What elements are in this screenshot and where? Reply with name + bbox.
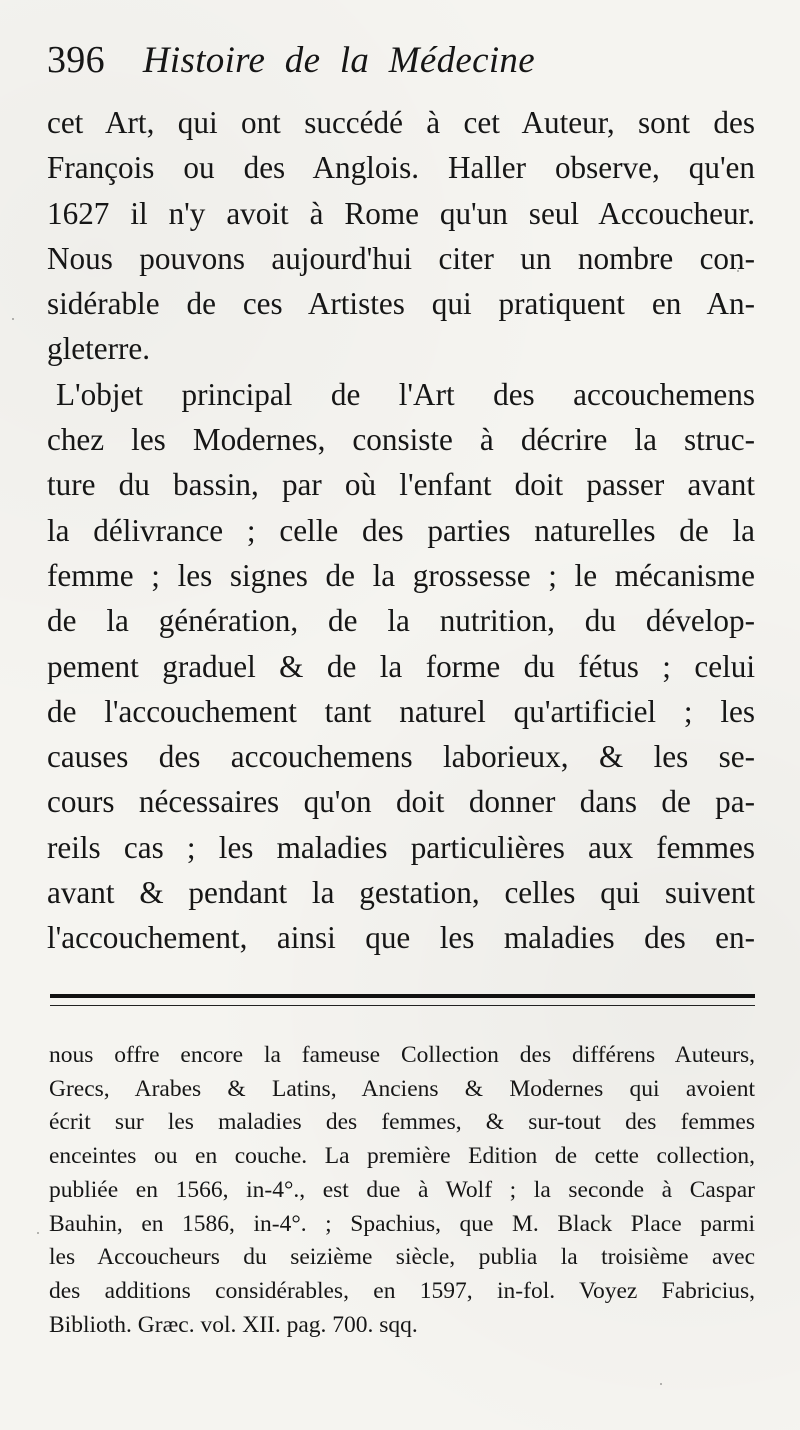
footnote-line: Biblioth. Græc. vol. XII. pag. 700. sqq.: [49, 1311, 418, 1338]
text-line: François ou des Anglois. Haller observe, qu'en: [47, 150, 755, 186]
text-line: gleterre.: [47, 331, 151, 367]
footnote-line: des additions considérables, en 1597, in-fol. Voyez Fabricius,: [49, 1277, 755, 1304]
ink-speck: [37, 1232, 39, 1234]
text-line: sidérable de ces Artistes qui pratiquent en An-: [47, 286, 755, 322]
text-line: avant & pendant la gestation, celles qui suivent: [47, 875, 755, 911]
text-line: Nous pouvons aujourd'hui citer un nombre con-: [47, 240, 755, 276]
text-line: ture du bassin, par où l'enfant doit passer avant: [47, 467, 755, 503]
running-title: Histoire de la Médecine: [142, 40, 535, 81]
footnote-line: publiée en 1566, in-4°., est due à Wolf ; la seconde à Caspar: [49, 1176, 755, 1203]
text-line: chez les Modernes, consiste à décrire la struc-: [47, 422, 755, 458]
text-line: 1627 il n'y avoit à Rome qu'un seul Accoucheur.: [47, 195, 755, 231]
text-line: femme ; les signes de la grossesse ; le mécanisme: [47, 557, 755, 593]
text-line: de la génération, de la nutrition, du dévelop-: [47, 603, 755, 639]
footnote-line: les Accoucheurs du seizième siècle, publia la troisième avec: [49, 1244, 755, 1271]
text-line: de l'accouchement tant naturel qu'artificiel ; les: [47, 693, 755, 729]
text-line: reils cas ; les maladies particulières aux femmes: [47, 829, 755, 865]
footnote-line: écrit sur les maladies des femmes, & sur-tout des femmes: [49, 1109, 755, 1136]
text-line: L'objet principal de l'Art des accouchemens: [56, 376, 755, 412]
footnote-line: Bauhin, en 1586, in-4°. ; Spachius, que M. Black Place parmi: [49, 1210, 755, 1237]
footnote-line: nous offre encore la fameuse Collection des différens Auteurs,: [49, 1042, 755, 1068]
text-line: causes des accouchemens laborieux, & les se-: [47, 739, 755, 775]
footnote-separator-rule: [50, 994, 755, 1006]
text-line: pement graduel & de la forme du fétus ; celui: [47, 648, 755, 684]
text-line: l'accouchement, ainsi que les maladies des en-: [47, 920, 755, 956]
page-number: 396: [47, 39, 105, 81]
footnote-line: enceintes ou en couche. La première Edition de cette collection,: [49, 1143, 755, 1170]
main-text: [47, 100, 755, 961]
running-head: [47, 38, 760, 98]
ink-speck: [660, 1383, 662, 1385]
text-line: cet Art, qui ont succédé à cet Auteur, sont des: [47, 105, 755, 140]
ink-speck: [12, 318, 14, 320]
ink-speck: [737, 270, 739, 272]
text-line: cours nécessaires qu'on doit donner dans de pa-: [47, 784, 755, 820]
footnote: [49, 1039, 755, 1342]
text-line: la délivrance ; celle des parties naturelles de la: [47, 512, 755, 548]
footnote-line: Grecs, Arabes & Latins, Anciens & Modernes qui avoient: [49, 1075, 755, 1102]
